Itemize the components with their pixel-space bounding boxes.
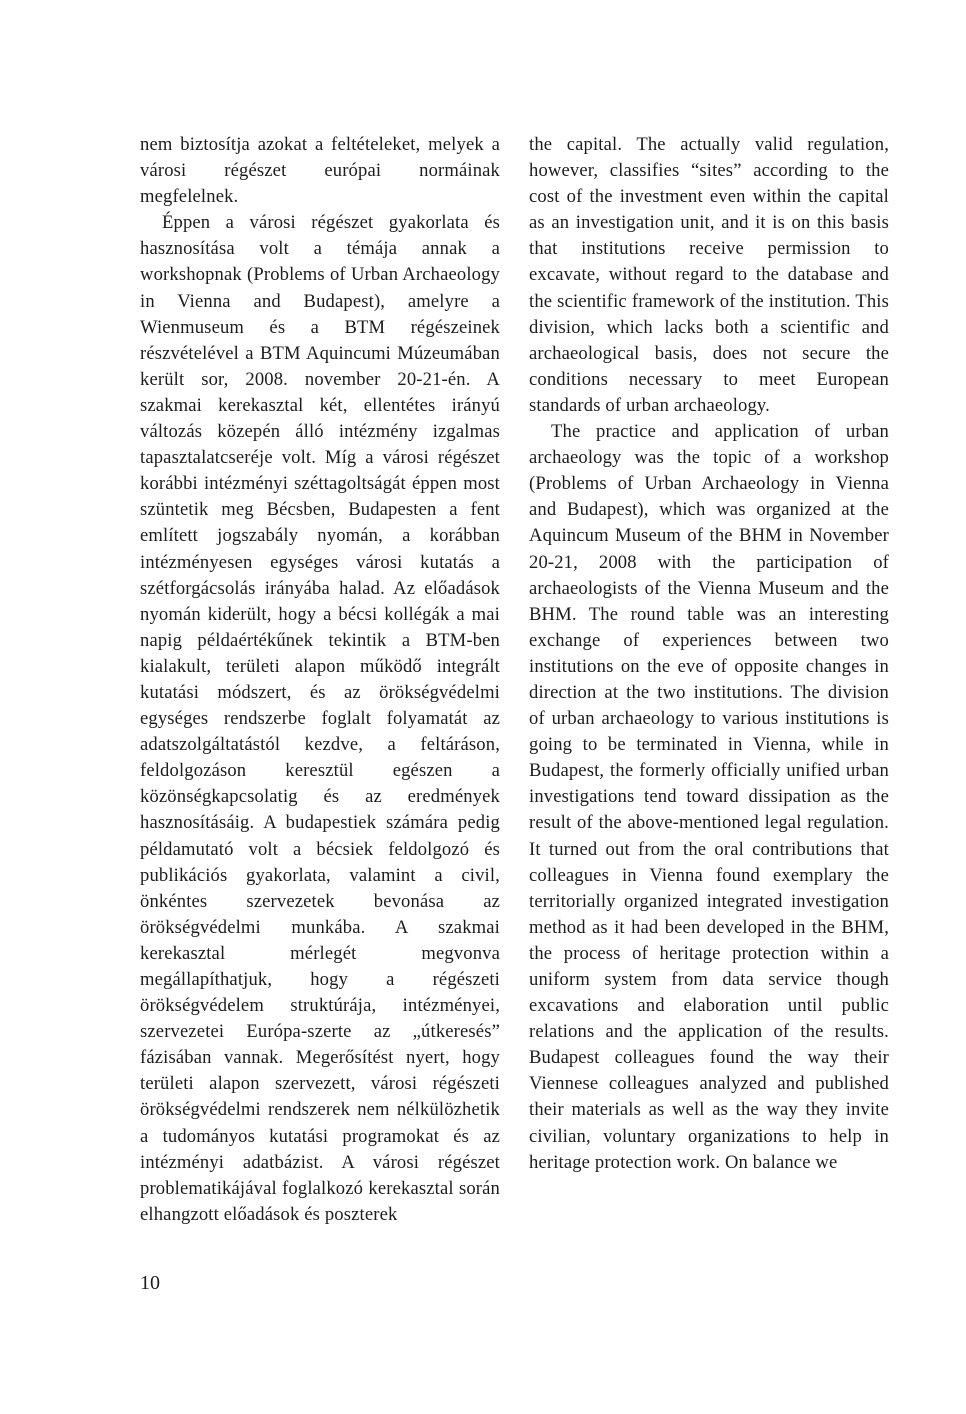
paragraph-continued: nem biztosítja azokat a feltételeket, melyek a városi régészet európai normáinak megfelelnek. xyxy=(140,134,500,208)
paragraph-workshop-hu: Éppen a városi régészet gyakorlata és hasznosítása volt a témája annak a workshopnak (Problems of Urban Archaeology in Vienna and Budapest), amelyre a Wienmuseum és a BTM régészeinek részvételével a BTM Aquincumi Múzeumában került sor, 2008. november 20-21-én. A szakmai kerekasztal két, ellentétes irányú változás közepén álló intézmény izgalmas tapasztalatcseréje volt. Míg a városi régészet korábbi intézményi széttagoltságát éppen most szüntetik meg Bécsben, Budapesten a fent említett jogszabály nyomán, a korábban intézményesen egységes városi kutatás a szétforgácsolás irányába halad. Az előadások nyomán kiderült, hogy a bécsi kollégák a mai napig példaértékűnek tekintik a BTM-ben kialakult, területi alapon működő integrált kutatási módszert, és az örökségvédelmi egységes rendszerbe foglalt folyamatát az adatszolgáltatástól kezdve, a feltáráson, feldolgozáson keresztül egészen a közönségkapcsolatig és az eredmények hasznosításáig. A budapestiek számára pedig példamutató volt a bécsiek feldolgozó és publikációs gyakorlata, valamint a civil, önkéntes szervezetek bevonása az örökségvédelmi munkába. A szakmai kerekasztal mérlegét megvonva megállapíthatjuk, hogy a régészeti örökségvédelem struktúrája, intézményei, szervezetei Európa-szerte az „útkeresés” fázisában vannak. Megerősítést nyert, hogy területi alapon szervezett, városi régészeti örökségvédelmi rendszerek nem nélkülözhetik a tudományos kutatási programokat és az intézményi adatbázist. A városi régészet problematikájával foglalkozó kerekasztal során elhangzott előadások és poszterek xyxy=(140,212,500,1225)
page-number: 10 xyxy=(140,1272,160,1294)
paragraph-continued-en: the capital. The actually valid regulation, however, classifies “sites” according to the cost of the investment even within the capital as an investigation unit, and it is on this basis that institutions receive permission to excavate, without regard to the database and the scientific framework of the institution. This division, which lacks both a scientific and archaeological basis, does not secure the conditions necessary to meet European standards of urban archaeology. xyxy=(529,134,889,416)
paragraph-workshop-en: The practice and application of urban archaeology was the topic of a workshop (Problems of Urban Archaeology in Vienna and Budapest), which was organized at the Aquincum Museum of the BHM in November 20-21, 2008 with the participation of archaeologists of the Vienna Museum and the BHM. The round table was an interesting exchange of experiences between two institutions on the eve of opposite changes in direction at the two institutions. The division of urban archaeology to various institutions is going to be terminated in Vienna, while in Budapest, the formerly officially unified urban investigations tend toward dissipation as the result of the above-mentioned legal regulation. It turned out from the oral contributions that colleagues in Vienna found exemplary the territorially organized integrated investigation method as it had been developed in the BHM, the process of heritage protection within a uniform system from data service though excavations and elaboration until public relations and the application of the results. Budapest colleagues found the way their Viennese colleagues analyzed and published their materials as well as the way they invite civilian, voluntary organizations to help in heritage protection work. On balance we xyxy=(529,421,889,1173)
right-column-english xyxy=(529,132,889,1176)
left-column-hungarian xyxy=(140,132,500,1228)
